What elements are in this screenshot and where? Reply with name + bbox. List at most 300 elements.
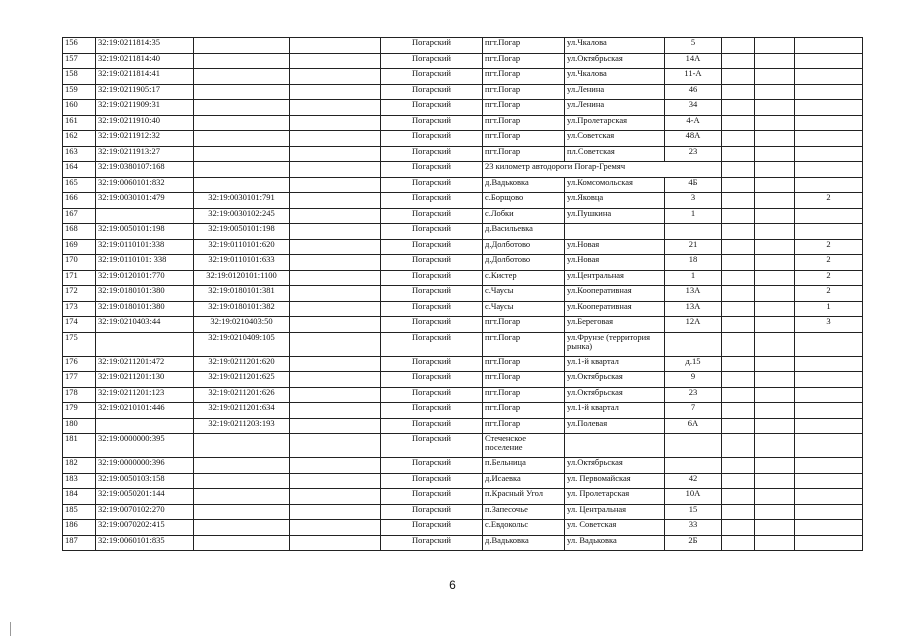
extra-cell-2: [755, 489, 795, 505]
extra-cell-2: [755, 100, 795, 116]
count-cell: [795, 131, 863, 147]
extra-cell-1: [722, 535, 755, 551]
extra-cell-1: [722, 356, 755, 372]
extra-cell-2: [755, 38, 795, 54]
cadastral-number-2: [194, 115, 290, 131]
house-number: 21: [665, 239, 722, 255]
locality-cell: д.Вадьковка: [483, 177, 565, 193]
house-number: 15: [665, 504, 722, 520]
scan-edge-mark: [10, 622, 11, 636]
locality-cell: пгт.Погар: [483, 115, 565, 131]
empty-cell: [290, 115, 381, 131]
cadastral-number-2: [194, 69, 290, 85]
street-cell: ул.Пушкина: [565, 208, 665, 224]
row-number: 186: [63, 520, 96, 536]
locality-cell: д.Исаевка: [483, 473, 565, 489]
row-number: 162: [63, 131, 96, 147]
row-number: 160: [63, 100, 96, 116]
count-cell: [795, 372, 863, 388]
row-number: 181: [63, 434, 96, 458]
cadastral-number: 32:19:0180101:380: [96, 301, 194, 317]
table-row: [63, 473, 863, 489]
locality-cell: пгт.Погар: [483, 418, 565, 434]
row-number: 172: [63, 286, 96, 302]
district-cell: Погарский: [381, 224, 483, 240]
registry-table: [62, 37, 863, 551]
empty-cell: [290, 53, 381, 69]
street-cell: ул.Центральная: [565, 270, 665, 286]
table-row: [63, 115, 863, 131]
row-number: 180: [63, 418, 96, 434]
district-cell: Погарский: [381, 356, 483, 372]
count-cell: [795, 504, 863, 520]
extra-cell-2: [755, 473, 795, 489]
count-cell: [795, 403, 863, 419]
locality-cell: пгт.Погар: [483, 84, 565, 100]
extra-cell-2: [755, 535, 795, 551]
house-number: 4-А: [665, 115, 722, 131]
empty-cell: [290, 255, 381, 271]
extra-cell-2: [755, 146, 795, 162]
cadastral-number-2: 32:19:0110101:633: [194, 255, 290, 271]
extra-cell-2: [755, 177, 795, 193]
extra-cell-2: [755, 434, 795, 458]
count-cell: 3: [795, 317, 863, 333]
cadastral-number: 32:19:0070202:415: [96, 520, 194, 536]
street-cell: ул.Новая: [565, 255, 665, 271]
empty-cell: [290, 434, 381, 458]
cadastral-number-2: 32:19:0211203:193: [194, 418, 290, 434]
table-row: [63, 177, 863, 193]
house-number: 42: [665, 473, 722, 489]
house-number: 5: [665, 38, 722, 54]
row-number: 174: [63, 317, 96, 333]
extra-cell-2: [755, 418, 795, 434]
table-row: [63, 224, 863, 240]
table-row: [63, 403, 863, 419]
cadastral-number: 32:19:0000000:395: [96, 434, 194, 458]
cadastral-number: 32:19:0050201:144: [96, 489, 194, 505]
district-cell: Погарский: [381, 193, 483, 209]
extra-cell-1: [722, 224, 755, 240]
empty-cell: [290, 489, 381, 505]
cadastral-number-2: 32:19:0180101:381: [194, 286, 290, 302]
house-number: 11-А: [665, 69, 722, 85]
extra-cell-2: [755, 193, 795, 209]
cadastral-number-2: 32:19:0030102:245: [194, 208, 290, 224]
street-cell: ул.Комсомольская: [565, 177, 665, 193]
extra-cell-1: [722, 53, 755, 69]
row-number: 166: [63, 193, 96, 209]
extra-cell-1: [722, 301, 755, 317]
table-row: [63, 356, 863, 372]
cadastral-number-2: [194, 84, 290, 100]
cadastral-number: 32:19:0120101:770: [96, 270, 194, 286]
count-cell: [795, 53, 863, 69]
extra-cell-1: [722, 458, 755, 474]
cadastral-number-2: [194, 53, 290, 69]
street-cell: ул. Пролетарская: [565, 489, 665, 505]
table-row: [63, 286, 863, 302]
cadastral-number: 32:19:0210403:44: [96, 317, 194, 333]
cadastral-number-2: [194, 177, 290, 193]
district-cell: Погарский: [381, 38, 483, 54]
row-number: 164: [63, 162, 96, 178]
cadastral-number: 32:19:0110101:338: [96, 239, 194, 255]
extra-cell-1: [722, 239, 755, 255]
district-cell: Погарский: [381, 270, 483, 286]
empty-cell: [290, 504, 381, 520]
street-cell: ул.Кооперативная: [565, 286, 665, 302]
street-cell: ул.1-й квартал: [565, 403, 665, 419]
cadastral-number: 32:19:0211814:41: [96, 69, 194, 85]
table-row: [63, 317, 863, 333]
row-number: 161: [63, 115, 96, 131]
house-number: 23: [665, 387, 722, 403]
district-cell: Погарский: [381, 239, 483, 255]
street-cell: ул.Береговая: [565, 317, 665, 333]
street-cell: ул. Первомайская: [565, 473, 665, 489]
empty-cell: [290, 473, 381, 489]
locality-cell: п.Красный Угол: [483, 489, 565, 505]
locality-cell: с.Кистер: [483, 270, 565, 286]
extra-cell-2: [755, 162, 795, 178]
extra-cell-2: [755, 239, 795, 255]
locality-cell: пгт.Погар: [483, 146, 565, 162]
street-cell: ул.Ленина: [565, 100, 665, 116]
empty-cell: [290, 84, 381, 100]
extra-cell-1: [722, 387, 755, 403]
house-number: 9: [665, 372, 722, 388]
locality-cell: пгт.Погар: [483, 403, 565, 419]
district-cell: Погарский: [381, 131, 483, 147]
district-cell: Погарский: [381, 458, 483, 474]
district-cell: Погарский: [381, 317, 483, 333]
registry-body: [63, 38, 863, 551]
empty-cell: [290, 146, 381, 162]
extra-cell-2: [755, 317, 795, 333]
cadastral-number-2: 32:19:0110101:620: [194, 239, 290, 255]
count-cell: [795, 473, 863, 489]
cadastral-number: 32:19:0050103:158: [96, 473, 194, 489]
count-cell: 2: [795, 270, 863, 286]
extra-cell-2: [755, 356, 795, 372]
empty-cell: [290, 286, 381, 302]
cadastral-number: 32:19:0211814:40: [96, 53, 194, 69]
empty-cell: [290, 224, 381, 240]
extra-cell-1: [722, 146, 755, 162]
district-cell: Погарский: [381, 489, 483, 505]
table-row: [63, 434, 863, 458]
locality-cell: пгт.Погар: [483, 356, 565, 372]
table-row: [63, 504, 863, 520]
extra-cell-1: [722, 255, 755, 271]
extra-cell-1: [722, 286, 755, 302]
count-cell: [795, 146, 863, 162]
row-number: 187: [63, 535, 96, 551]
extra-cell-1: [722, 162, 755, 178]
house-number: д.15: [665, 356, 722, 372]
row-number: 178: [63, 387, 96, 403]
street-cell: ул.Октябрьская: [565, 387, 665, 403]
cadastral-number-2: 32:19:0211201:626: [194, 387, 290, 403]
cadastral-number-2: 32:19:0211201:620: [194, 356, 290, 372]
extra-cell-2: [755, 84, 795, 100]
count-cell: [795, 520, 863, 536]
locality-cell: пгт.Погар: [483, 332, 565, 356]
extra-cell-2: [755, 131, 795, 147]
locality-cell: пгт.Погар: [483, 38, 565, 54]
extra-cell-1: [722, 403, 755, 419]
district-cell: Погарский: [381, 146, 483, 162]
locality-cell: пгт.Погар: [483, 372, 565, 388]
table-row: [63, 146, 863, 162]
table-row: [63, 69, 863, 85]
table-row: [63, 53, 863, 69]
row-number: 175: [63, 332, 96, 356]
extra-cell-2: [755, 255, 795, 271]
empty-cell: [290, 177, 381, 193]
district-cell: Погарский: [381, 332, 483, 356]
locality-cell: пгт.Погар: [483, 100, 565, 116]
empty-cell: [290, 270, 381, 286]
extra-cell-1: [722, 317, 755, 333]
house-number: 34: [665, 100, 722, 116]
row-number: 173: [63, 301, 96, 317]
empty-cell: [290, 193, 381, 209]
cadastral-number-2: 32:19:0210403:50: [194, 317, 290, 333]
district-cell: Погарский: [381, 535, 483, 551]
locality-cell: пгт.Погар: [483, 131, 565, 147]
empty-cell: [290, 162, 381, 178]
street-cell: ул.1-й квартал: [565, 356, 665, 372]
empty-cell: [290, 418, 381, 434]
house-number: 3: [665, 193, 722, 209]
table-row: [63, 239, 863, 255]
locality-cell: пгт.Погар: [483, 69, 565, 85]
street-cell: ул. Центральная: [565, 504, 665, 520]
count-cell: 2: [795, 193, 863, 209]
locality-cell: д.Васильевка: [483, 224, 565, 240]
cadastral-number-2: 32:19:0210409:105: [194, 332, 290, 356]
extra-cell-2: [755, 208, 795, 224]
cadastral-number: 32:19:0110101: 338: [96, 255, 194, 271]
extra-cell-1: [722, 372, 755, 388]
cadastral-number-2: 32:19:0120101:1100: [194, 270, 290, 286]
table-row: [63, 84, 863, 100]
empty-cell: [290, 301, 381, 317]
row-number: 183: [63, 473, 96, 489]
house-number: [665, 332, 722, 356]
count-cell: [795, 458, 863, 474]
extra-cell-1: [722, 489, 755, 505]
extra-cell-1: [722, 69, 755, 85]
count-cell: [795, 84, 863, 100]
house-number: 33: [665, 520, 722, 536]
cadastral-number-2: [194, 146, 290, 162]
extra-cell-2: [755, 520, 795, 536]
count-cell: [795, 418, 863, 434]
empty-cell: [290, 38, 381, 54]
house-number: 23: [665, 146, 722, 162]
cadastral-number-2: [194, 162, 290, 178]
row-number: 177: [63, 372, 96, 388]
extra-cell-2: [755, 301, 795, 317]
count-cell: 2: [795, 286, 863, 302]
cadastral-number-2: [194, 535, 290, 551]
count-cell: [795, 224, 863, 240]
extra-cell-2: [755, 115, 795, 131]
street-cell: ул.Чкалова: [565, 69, 665, 85]
house-number: 10А: [665, 489, 722, 505]
house-number: 13А: [665, 286, 722, 302]
extra-cell-1: [722, 193, 755, 209]
cadastral-number-2: 32:19:0211201:625: [194, 372, 290, 388]
count-cell: [795, 332, 863, 356]
cadastral-number: 32:19:0050101:198: [96, 224, 194, 240]
street-cell: ул.Октябрьская: [565, 458, 665, 474]
district-cell: Погарский: [381, 520, 483, 536]
extra-cell-1: [722, 208, 755, 224]
table-row: [63, 387, 863, 403]
cadastral-number: [96, 418, 194, 434]
row-number: 169: [63, 239, 96, 255]
district-cell: Погарский: [381, 387, 483, 403]
district-cell: Погарский: [381, 84, 483, 100]
count-cell: [795, 100, 863, 116]
district-cell: Погарский: [381, 69, 483, 85]
row-number: 170: [63, 255, 96, 271]
row-number: 184: [63, 489, 96, 505]
count-cell: [795, 115, 863, 131]
locality-cell: п.Запесочье: [483, 504, 565, 520]
house-number: 6А: [665, 418, 722, 434]
locality-cell: пгт.Погар: [483, 53, 565, 69]
table-row: [63, 162, 863, 178]
empty-cell: [290, 387, 381, 403]
street-cell: пл.Советская: [565, 146, 665, 162]
cadastral-number: 32:19:0180101:380: [96, 286, 194, 302]
cadastral-number: 32:19:0000000:396: [96, 458, 194, 474]
street-cell: ул. Вадьковка: [565, 535, 665, 551]
empty-cell: [290, 69, 381, 85]
count-cell: [795, 535, 863, 551]
cadastral-number-2: [194, 504, 290, 520]
district-cell: Погарский: [381, 53, 483, 69]
cadastral-number: 32:19:0030101:479: [96, 193, 194, 209]
count-cell: [795, 356, 863, 372]
empty-cell: [290, 520, 381, 536]
house-number: 4Б: [665, 177, 722, 193]
district-cell: Погарский: [381, 301, 483, 317]
extra-cell-1: [722, 131, 755, 147]
cadastral-number: [96, 208, 194, 224]
locality-cell: д.Вадьковка: [483, 535, 565, 551]
extra-cell-2: [755, 332, 795, 356]
district-cell: Погарский: [381, 418, 483, 434]
extra-cell-2: [755, 53, 795, 69]
row-number: 163: [63, 146, 96, 162]
empty-cell: [290, 403, 381, 419]
row-number: 168: [63, 224, 96, 240]
street-cell: [565, 434, 665, 458]
house-number: 7: [665, 403, 722, 419]
house-number: 46: [665, 84, 722, 100]
street-cell: ул.Октябрьская: [565, 53, 665, 69]
extra-cell-1: [722, 418, 755, 434]
house-number: 18: [665, 255, 722, 271]
locality-cell: с.Чаусы: [483, 286, 565, 302]
count-cell: [795, 489, 863, 505]
count-cell: [795, 387, 863, 403]
table-row: [63, 38, 863, 54]
locality-cell: д.Долботово: [483, 255, 565, 271]
street-cell: ул.Октябрьская: [565, 372, 665, 388]
street-cell: ул.Советская: [565, 131, 665, 147]
cadastral-number: 32:19:0211909:31: [96, 100, 194, 116]
extra-cell-1: [722, 473, 755, 489]
table-row: [63, 332, 863, 356]
count-cell: [795, 434, 863, 458]
extra-cell-1: [722, 434, 755, 458]
extra-cell-2: [755, 69, 795, 85]
table-row: [63, 418, 863, 434]
empty-cell: [290, 535, 381, 551]
row-number: 185: [63, 504, 96, 520]
district-cell: Погарский: [381, 255, 483, 271]
house-number: 1: [665, 270, 722, 286]
street-cell: ул.Кооперативная: [565, 301, 665, 317]
district-cell: Погарский: [381, 162, 483, 178]
locality-cell: с.Евдокольс: [483, 520, 565, 536]
house-number: [665, 224, 722, 240]
locality-cell: пгт.Погар: [483, 317, 565, 333]
district-cell: Погарский: [381, 504, 483, 520]
extra-cell-1: [722, 504, 755, 520]
district-cell: Погарский: [381, 403, 483, 419]
cadastral-number: 32:19:0060101:835: [96, 535, 194, 551]
house-number: 1: [665, 208, 722, 224]
cadastral-number-2: [194, 489, 290, 505]
street-cell: ул.Фрунзе (территория рынка): [565, 332, 665, 356]
row-number: 156: [63, 38, 96, 54]
table-row: [63, 100, 863, 116]
locality-cell: д.Долботово: [483, 239, 565, 255]
locality-cell: с.Чаусы: [483, 301, 565, 317]
house-number: [665, 434, 722, 458]
table-row: [63, 372, 863, 388]
row-number: 182: [63, 458, 96, 474]
count-cell: [795, 69, 863, 85]
cadastral-number-2: [194, 100, 290, 116]
extra-cell-2: [755, 286, 795, 302]
empty-cell: [290, 356, 381, 372]
empty-cell: [290, 317, 381, 333]
table-row: [63, 193, 863, 209]
row-number: 165: [63, 177, 96, 193]
extra-cell-1: [722, 270, 755, 286]
empty-cell: [290, 100, 381, 116]
locality-cell: п.Бельница: [483, 458, 565, 474]
cadastral-number-2: [194, 131, 290, 147]
street-cell: ул.Яковца: [565, 193, 665, 209]
cadastral-number: 32:19:0211912:32: [96, 131, 194, 147]
street-cell: ул.Пролетарская: [565, 115, 665, 131]
row-number: 176: [63, 356, 96, 372]
empty-cell: [290, 458, 381, 474]
locality-cell: 23 километр автодороги Погар-Гремяч: [483, 162, 722, 178]
table-row: [63, 535, 863, 551]
